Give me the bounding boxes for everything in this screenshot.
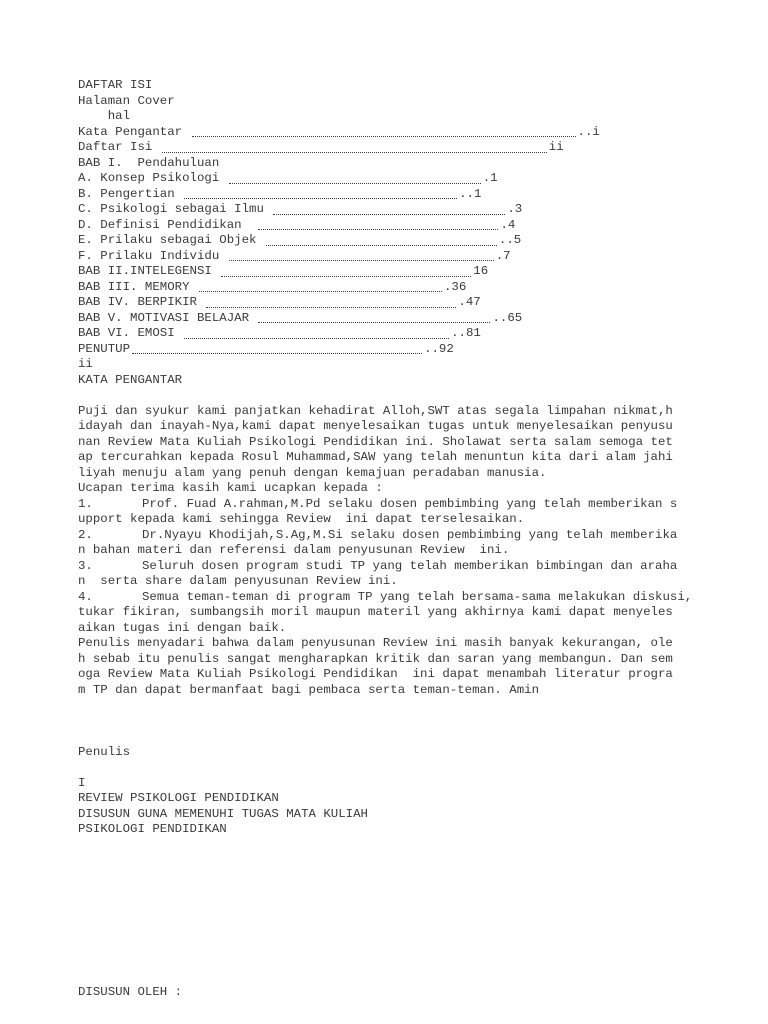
text-line: n bahan materi dan referensi dalam penyusunan Review ini.: [78, 543, 510, 557]
list-item: [78, 528, 718, 544]
text-line: m TP dan dapat bermanfaat bagi pembaca serta teman-teman. Amin: [78, 682, 540, 697]
cover-title: REVIEW PSIKOLOGI PENDIDIKAN: [78, 791, 279, 805]
toc-entry: [78, 233, 718, 249]
toc-entry-page: ..1: [459, 186, 482, 201]
text-line: ap tercurahkan kepada Rosul Muhammad,SAW yang telah menuntun kita dari alam jahi: [78, 450, 673, 464]
toc-entry: [78, 187, 718, 203]
toc-dot-leader: [258, 225, 498, 230]
toc-dot-leader: [192, 132, 576, 137]
text-line: liyah menuju alam yang penuh dengan kemajuan peradaban manusia.: [78, 465, 547, 480]
cover-subtitle: DISUSUN GUNA MEMENUHI TUGAS MATA KULIAH: [78, 806, 368, 821]
toc-entry-page: ..i: [577, 124, 600, 139]
text-line: oga Review Mata Kuliah Psikologi Pendidikan ini dapat menambah literatur progra: [78, 667, 673, 681]
toc-entry-page: .1: [482, 171, 498, 185]
list-number: 3.: [78, 558, 93, 573]
toc-entry: [78, 156, 718, 172]
toc-entry-label: BAB III. MEMORY: [78, 279, 197, 294]
toc-hal-label: hal: [78, 109, 131, 123]
document-body: [78, 78, 718, 838]
toc-entry-page: ..81: [451, 326, 481, 340]
toc-entry-label: BAB II.INTELEGENSI: [78, 264, 220, 278]
list-item: [78, 590, 718, 606]
toc-entry-page: 16: [473, 264, 489, 278]
toc-entry-page: .7: [495, 248, 511, 263]
toc-entry-page: ..5: [498, 233, 522, 247]
thanks-list: [78, 497, 718, 637]
text-line: upport kepada kami sehingga Review ini dapat terselesaikan.: [78, 512, 525, 526]
toc-dot-leader: [132, 349, 422, 354]
toc-dot-leader: [162, 148, 547, 153]
toc-entry-label: F. Prilaku Individu: [78, 248, 227, 263]
toc-entry-label: C. Psikologi sebagai Ilmu: [78, 202, 272, 216]
list-number: 4.: [78, 589, 93, 604]
toc-entry-page: ii: [548, 140, 564, 154]
toc-entry-label: E. Prilaku sebagai Objek: [78, 233, 264, 247]
toc-list: [78, 125, 718, 358]
text-line: aikan tugas ini dengan baik.: [78, 620, 287, 635]
toc-entry-label: BAB VI. EMOSI: [78, 326, 183, 340]
toc-entry-page: .36: [443, 279, 467, 294]
text-line: h sebab itu penulis sangat mengharapkan kritik dan saran yang membangun. Dan sem: [78, 651, 673, 666]
text-line: n serta share dalam penyusunan Review ini.: [78, 574, 398, 588]
toc-entry-label: PENUTUP: [78, 341, 131, 356]
list-number: 1.: [78, 496, 93, 511]
toc-dot-leader: [273, 210, 505, 215]
text-line: Dr.Nyayu Khodijah,S.Ag,M.Si selaku dosen pembimbing yang telah memberika: [142, 527, 678, 542]
text-line: Semua teman-teman di program TP yang telah bersama-sama melakukan diskusi,: [142, 589, 693, 604]
preface-title: KATA PENGANTAR: [78, 372, 183, 387]
list-number: 2.: [78, 527, 93, 542]
text-line: Prof. Fuad A.rahman,M.Pd selaku dosen pembimbing yang telah memberikan s: [142, 496, 678, 511]
toc-page-numeral: ii: [78, 357, 93, 371]
toc-entry-label: BAB V. MOTIVASI BELAJAR: [78, 310, 257, 325]
toc-entry: [78, 264, 718, 280]
toc-dot-leader: [229, 179, 481, 184]
toc-entry-page: .47: [458, 295, 481, 309]
toc-entry-label: Kata Pengantar: [78, 124, 190, 139]
toc-cover-line: Halaman Cover: [78, 93, 175, 108]
toc-dot-leader: [184, 334, 449, 339]
toc-dot-leader: [229, 256, 494, 261]
toc-entry-page: .3: [507, 202, 523, 216]
text-line: Penulis menyadari bahwa dalam penyusunan Review ini masih banyak kekurangan, ole: [78, 636, 673, 650]
list-item: [78, 497, 718, 513]
toc-entry: [78, 218, 718, 234]
toc-entry: [78, 280, 718, 296]
toc-dot-leader: [258, 318, 490, 323]
cover-author-label: DISUSUN OLEH :: [78, 985, 183, 999]
toc-entry-label: B. Pengertian: [78, 186, 183, 201]
preface-paragraph-1: [78, 404, 718, 482]
toc-dot-leader: [206, 303, 456, 308]
toc-entry: [78, 295, 718, 311]
toc-entry: [78, 125, 718, 141]
toc-entry: [78, 326, 718, 342]
toc-entry: [78, 342, 718, 358]
thanks-intro: Ucapan terima kasih kami ucapkan kepada :: [78, 481, 383, 495]
toc-entry-label: BAB IV. BERPIKIR: [78, 295, 205, 309]
toc-entry-page: .4: [500, 217, 516, 232]
toc-entry: [78, 202, 718, 218]
list-item: [78, 559, 718, 575]
preface-page-numeral: I: [78, 775, 86, 790]
text-line: Puji dan syukur kami panjatkan kehadirat Alloh,SWT atas segala limpahan nikmat,h: [78, 403, 673, 418]
text-line: nan Review Mata Kuliah Psikologi Pendidikan ini. Sholawat serta salam semoga tet: [78, 434, 673, 449]
toc-dot-leader: [221, 272, 471, 277]
toc-dot-leader: [199, 287, 442, 292]
toc-entry-page: ..92: [424, 341, 454, 356]
toc-entry: [78, 171, 718, 187]
toc-entry: [78, 249, 718, 265]
toc-entry-label: BAB I. Pendahuluan: [78, 155, 220, 170]
text-line: idayah dan inayah-Nya,kami dapat menyelesaikan tugas untuk menyelesaikan penyusu: [78, 419, 673, 433]
toc-entry-label: A. Konsep Psikologi: [78, 171, 227, 185]
toc-entry-label: Daftar Isi: [78, 140, 160, 154]
toc-title: DAFTAR ISI: [78, 78, 153, 92]
text-line: Seluruh dosen program studi TP yang telah memberikan bimbingan dan araha: [142, 558, 678, 573]
toc-dot-leader: [184, 194, 457, 199]
signature-penulis: Penulis: [78, 744, 131, 759]
toc-entry-label: D. Definisi Pendidikan: [78, 217, 257, 232]
toc-dot-leader: [266, 241, 497, 246]
cover-course: PSIKOLOGI PENDIDIKAN: [78, 822, 227, 836]
toc-entry: [78, 311, 718, 327]
toc-entry-page: ..65: [492, 310, 523, 325]
preface-paragraph-2: [78, 636, 718, 698]
text-line: tukar fikiran, sumbangsih moril maupun materil yang akhirnya kami dapat menyeles: [78, 605, 673, 619]
toc-entry: [78, 140, 718, 156]
